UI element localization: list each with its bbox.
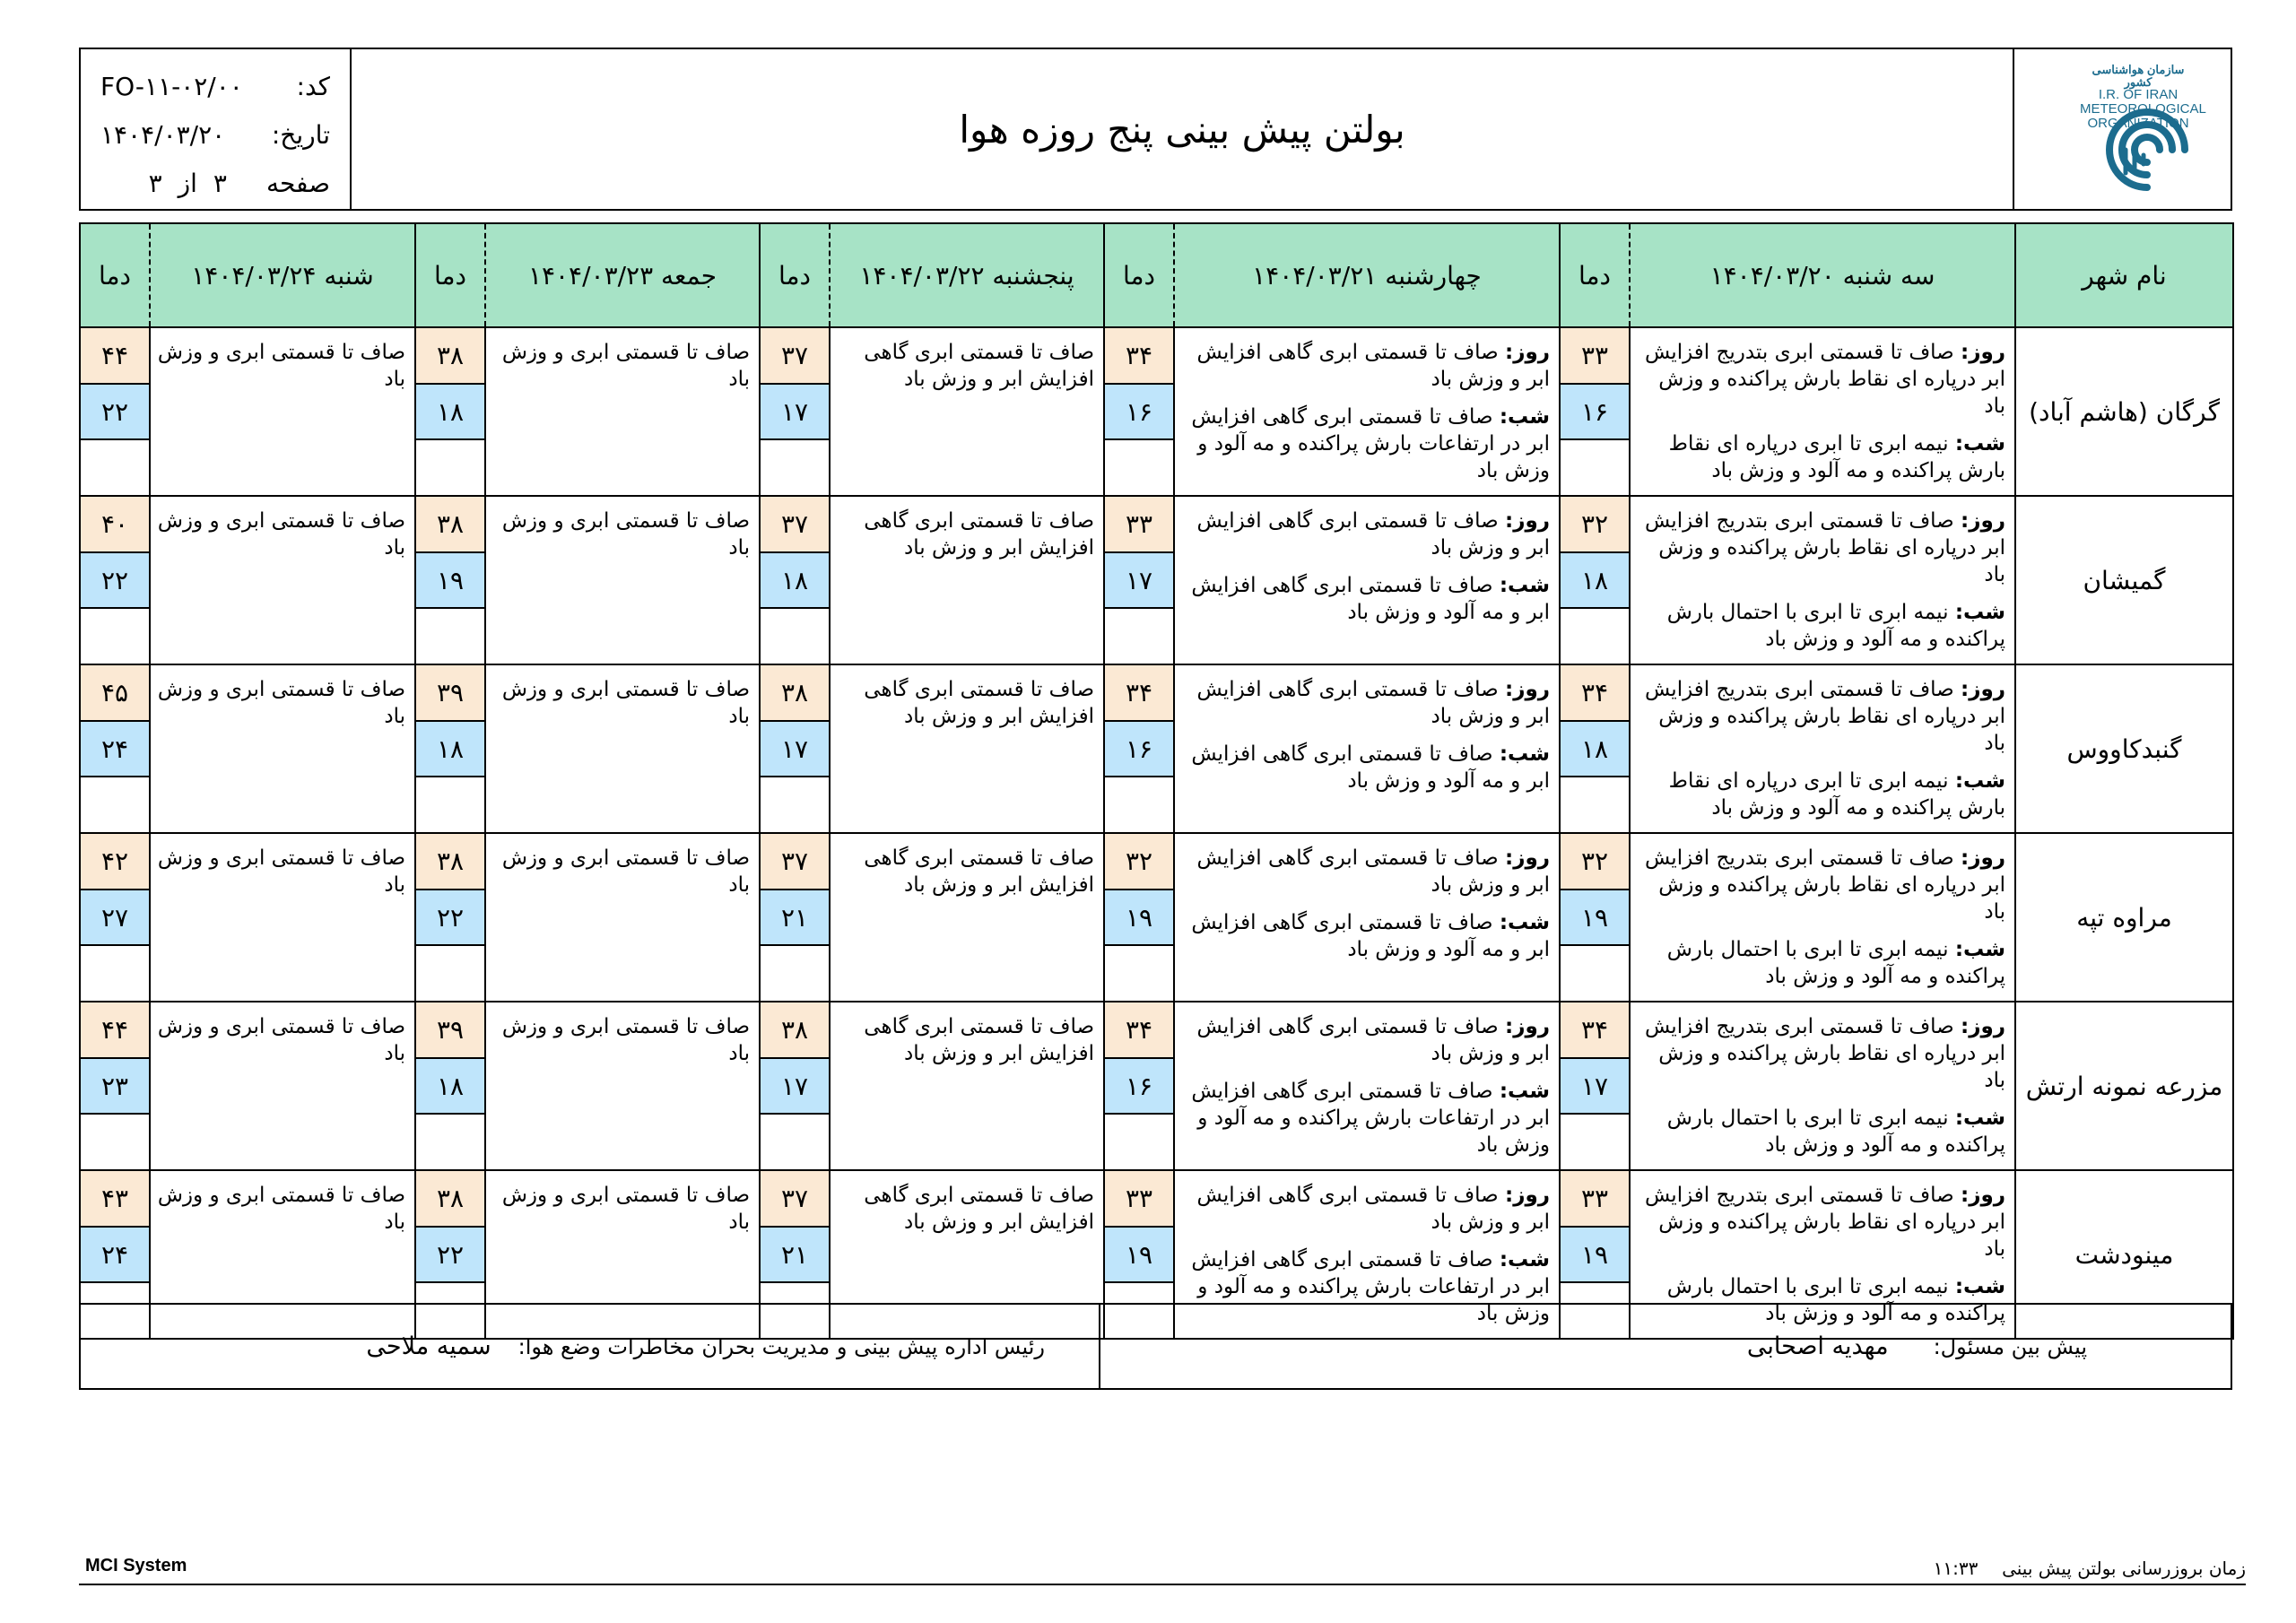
temperature-cell (1560, 327, 1630, 496)
max-temperature: ۴۰ (81, 497, 149, 553)
temperature-cell (80, 1002, 150, 1170)
forecast-description (1630, 664, 2015, 833)
max-temperature: ۳۴ (1561, 665, 1629, 722)
max-temperature: ۳۳ (1561, 328, 1629, 385)
day-label: روز: (1961, 341, 2005, 364)
day-forecast (1180, 1013, 1550, 1067)
night-forecast (1180, 404, 1550, 484)
forecast-description (150, 1002, 415, 1170)
night-forecast-text: صاف تا قسمتی ابری گاهی افزایش ابر و مه آلود و وزش باد (1191, 742, 1550, 793)
day-forecast (1180, 339, 1550, 393)
forecast-description (1630, 496, 2015, 664)
city-name: گنبدکاووس (2015, 664, 2233, 833)
forecast-description (150, 327, 415, 496)
temperature-cell (80, 327, 150, 496)
max-temperature: ۳۹ (416, 1002, 484, 1059)
night-forecast-text: نیمه ابری تا ابری با احتمال بارش پراکنده و مه آلود و وزش باد (1666, 938, 2005, 988)
min-temperature: ۱۷ (1561, 1059, 1629, 1115)
day-label: روز: (1505, 1184, 1550, 1207)
meta-date-label: تاریخ: (271, 119, 330, 150)
night-forecast-text: نیمه ابری تا ابری با احتمال بارش پراکنده و مه آلود و وزش باد (1666, 1275, 2005, 1325)
max-temperature: ۳۷ (761, 497, 829, 553)
forecaster-signature (1099, 1305, 2231, 1388)
temperature-cell (80, 833, 150, 1002)
max-temperature: ۳۸ (761, 1002, 829, 1059)
night-label: شب: (1499, 1248, 1550, 1271)
min-temperature: ۱۸ (1561, 722, 1629, 777)
forecast-description (1174, 1002, 1560, 1170)
temperature-cell (415, 496, 485, 664)
max-temperature: ۳۴ (1561, 1002, 1629, 1059)
forecast-description (485, 833, 760, 1002)
max-temperature: ۳۲ (1105, 834, 1173, 890)
meta-page-total: ۳ (148, 168, 162, 198)
day-label: روز: (1505, 846, 1550, 870)
forecast-description (830, 327, 1104, 496)
forecast-text: صاف تا قسمتی ابری گاهی افزایش ابر و وزش باد (864, 1015, 1094, 1065)
temperature-cell (1560, 496, 1630, 664)
temp-column-header: دما (415, 223, 485, 327)
temperature-cell (80, 664, 150, 833)
forecast-text: صاف تا قسمتی ابری و وزش باد (157, 509, 405, 560)
day-forecast (1180, 1182, 1550, 1236)
temperature-cell (760, 664, 830, 833)
forecast-text: صاف تا قسمتی ابری گاهی افزایش ابر و وزش باد (864, 678, 1094, 728)
max-temperature: ۳۲ (1561, 834, 1629, 890)
table-row (80, 496, 2233, 664)
day-column-header: سه شنبه ۱۴۰۴/۰۳/۲۰ (1630, 223, 2015, 327)
day-label: روز: (1505, 1015, 1550, 1038)
night-forecast (1636, 430, 2005, 484)
forecast-description (1174, 496, 1560, 664)
forecast-text: صاف تا قسمتی ابری و وزش باد (501, 846, 750, 897)
forecast-text: صاف تا قسمتی ابری و وزش باد (157, 678, 405, 728)
night-forecast-text: نیمه ابری تا ابری با احتمال بارش پراکنده و مه آلود و وزش باد (1666, 1107, 2005, 1157)
meta-code-value: FO-۱۱-۰۲/۰۰ (100, 71, 243, 101)
day-forecast (1636, 1182, 2005, 1263)
forecast-description (485, 664, 760, 833)
temperature-cell (1560, 1002, 1630, 1170)
night-label: شب: (1954, 1107, 2005, 1130)
min-temperature: ۲۲ (81, 553, 149, 609)
day-forecast (1180, 508, 1550, 561)
min-temperature: ۱۹ (1105, 890, 1173, 946)
day-forecast (1636, 1013, 2005, 1094)
min-temperature: ۲۲ (416, 1228, 484, 1283)
min-temperature: ۲۲ (416, 890, 484, 946)
day-label: روز: (1505, 341, 1550, 364)
meta-code-label: کد: (296, 71, 330, 101)
min-temperature: ۱۹ (1105, 1228, 1173, 1283)
day-forecast (1180, 845, 1550, 898)
day-forecast-text: صاف تا قسمتی ابری گاهی افزایش ابر و وزش باد (1196, 341, 1550, 391)
day-forecast-text: صاف تا قسمتی ابری گاهی افزایش ابر و وزش باد (1196, 678, 1550, 728)
day-label: روز: (1961, 846, 2005, 870)
night-label: شب: (1954, 769, 2005, 793)
min-temperature: ۲۷ (81, 890, 149, 946)
meta-page-current: ۳ (213, 168, 227, 198)
forecast-text: صاف تا قسمتی ابری و وزش باد (157, 1184, 405, 1234)
max-temperature: ۴۲ (81, 834, 149, 890)
logo-name-en-1: I.R. OF IRAN (2098, 87, 2179, 103)
forecaster-name: مهدیه اصحابی (1746, 1332, 1889, 1360)
min-temperature: ۱۸ (416, 1059, 484, 1115)
max-temperature: ۳۹ (416, 665, 484, 722)
night-forecast-text: نیمه ابری تا ابری درپاره ای نقاط بارش پراکنده و مه آلود و وزش باد (1668, 432, 2005, 482)
day-label: روز: (1505, 509, 1550, 533)
temperature-cell (760, 327, 830, 496)
day-forecast-text: صاف تا قسمتی ابری گاهی افزایش ابر و وزش باد (1196, 509, 1550, 560)
min-temperature: ۱۶ (1105, 385, 1173, 440)
min-temperature: ۲۳ (81, 1059, 149, 1115)
forecast-text: صاف تا قسمتی ابری و وزش باد (157, 846, 405, 897)
temperature-cell (1560, 833, 1630, 1002)
forecast-text: صاف تا قسمتی ابری و وزش باد (501, 678, 750, 728)
head-signature (81, 1305, 1099, 1388)
temperature-cell (1104, 1002, 1174, 1170)
forecast-description (1174, 664, 1560, 833)
min-temperature: ۱۷ (761, 385, 829, 440)
head-label: رئیس اداره پیش بینی و مدیریت بحران مخاطرات وضع هوا: (517, 1333, 1045, 1359)
night-label: شب: (1499, 911, 1550, 934)
forecast-text: صاف تا قسمتی ابری گاهی افزایش ابر و وزش باد (864, 1184, 1094, 1234)
night-label: شب: (1954, 938, 2005, 961)
meta-page-label: صفحه (265, 168, 330, 198)
update-time-row (1934, 1558, 2246, 1579)
logo-name-en-3: ORGANIZATION (2087, 115, 2189, 131)
min-temperature: ۱۶ (1561, 385, 1629, 440)
forecast-description (1174, 327, 1560, 496)
forecast-description (1174, 833, 1560, 1002)
night-forecast-text: صاف تا قسمتی ابری گاهی افزایش ابر در ارتفاعات بارش پراکنده و مه آلود و وزش باد (1191, 1248, 1550, 1325)
max-temperature: ۳۳ (1105, 497, 1173, 553)
forecast-text: صاف تا قسمتی ابری گاهی افزایش ابر و وزش باد (864, 509, 1094, 560)
forecast-text: صاف تا قسمتی ابری گاهی افزایش ابر و وزش باد (864, 341, 1094, 391)
min-temperature: ۱۹ (1561, 890, 1629, 946)
max-temperature: ۴۴ (81, 328, 149, 385)
day-forecast (1180, 676, 1550, 730)
max-temperature: ۳۴ (1105, 1002, 1173, 1059)
table-row (80, 664, 2233, 833)
max-temperature: ۳۷ (761, 834, 829, 890)
day-forecast-text: صاف تا قسمتی ابری گاهی افزایش ابر و وزش باد (1196, 1184, 1550, 1234)
min-temperature: ۱۸ (1561, 553, 1629, 609)
forecaster-label: پیش بین مسئول: (1933, 1333, 2087, 1359)
temp-column-header: دما (1560, 223, 1630, 327)
min-temperature: ۱۷ (761, 1059, 829, 1115)
city-name: مینودشت (2015, 1170, 2233, 1339)
temp-column-header: دما (80, 223, 150, 327)
head-name: سمیه ملاحی (366, 1332, 491, 1360)
night-forecast (1636, 768, 2005, 821)
night-forecast-text: نیمه ابری تا ابری با احتمال بارش پراکنده و مه آلود و وزش باد (1666, 601, 2005, 651)
meta-code-row (100, 62, 330, 110)
min-temperature: ۲۱ (761, 890, 829, 946)
logo-box (2013, 49, 2231, 209)
min-temperature: ۲۴ (81, 722, 149, 777)
update-time: ۱۱:۳۳ (1933, 1558, 1979, 1579)
temperature-cell (760, 833, 830, 1002)
day-column-header: جمعه ۱۴۰۴/۰۳/۲۳ (485, 223, 760, 327)
day-forecast-text: صاف تا قسمتی ابری بتدریج افزایش ابر درپاره ای نقاط بارش پراکنده و وزش باد (1644, 1184, 2005, 1261)
min-temperature: ۱۹ (1561, 1228, 1629, 1283)
temperature-cell (1560, 664, 1630, 833)
max-temperature: ۳۸ (416, 834, 484, 890)
night-label: شب: (1954, 432, 2005, 456)
temp-column-header: دما (1104, 223, 1174, 327)
night-forecast-text: صاف تا قسمتی ابری گاهی افزایش ابر و مه آلود و وزش باد (1191, 574, 1550, 624)
day-column-header: چهارشنبه ۱۴۰۴/۰۳/۲۱ (1174, 223, 1560, 327)
temperature-cell (415, 327, 485, 496)
temperature-cell (1104, 496, 1174, 664)
forecast-description (485, 496, 760, 664)
max-temperature: ۳۷ (761, 328, 829, 385)
logo-name-en-2: METEOROLOGICAL (2080, 101, 2206, 117)
forecast-description (830, 833, 1104, 1002)
temperature-cell (760, 1002, 830, 1170)
signature-box (79, 1303, 2232, 1390)
day-forecast (1636, 676, 2005, 757)
forecast-description (830, 1002, 1104, 1170)
forecast-description (830, 664, 1104, 833)
forecast-text: صاف تا قسمتی ابری و وزش باد (501, 1184, 750, 1234)
city-name: گرگان (هاشم آباد) (2015, 327, 2233, 496)
night-label: شب: (1499, 405, 1550, 429)
forecast-description (830, 496, 1104, 664)
forecast-description (485, 1002, 760, 1170)
day-forecast-text: صاف تا قسمتی ابری بتدریج افزایش ابر درپاره ای نقاط بارش پراکنده و وزش باد (1644, 509, 2005, 586)
min-temperature: ۱۸ (761, 553, 829, 609)
forecast-description (1630, 1002, 2015, 1170)
night-label: شب: (1954, 1275, 2005, 1298)
max-temperature: ۳۲ (1561, 497, 1629, 553)
forecast-description (1630, 833, 2015, 1002)
temperature-cell (760, 496, 830, 664)
temperature-cell (80, 496, 150, 664)
forecast-description (150, 664, 415, 833)
night-label: شب: (1954, 601, 2005, 624)
max-temperature: ۴۵ (81, 665, 149, 722)
forecast-body (80, 327, 2233, 1339)
max-temperature: ۳۸ (761, 665, 829, 722)
forecast-text: صاف تا قسمتی ابری و وزش باد (157, 1015, 405, 1065)
forecast-description (150, 833, 415, 1002)
min-temperature: ۱۶ (1105, 1059, 1173, 1115)
min-temperature: ۲۱ (761, 1228, 829, 1283)
day-forecast-text: صاف تا قسمتی ابری گاهی افزایش ابر و وزش باد (1196, 1015, 1550, 1065)
day-label: روز: (1961, 1184, 2005, 1207)
max-temperature: ۴۴ (81, 1002, 149, 1059)
meta-date-row (100, 110, 330, 159)
logo-text (2080, 63, 2206, 131)
forecast-text: صاف تا قسمتی ابری و وزش باد (501, 509, 750, 560)
document-meta (81, 49, 350, 209)
max-temperature: ۳۷ (761, 1171, 829, 1228)
max-temperature: ۳۸ (416, 328, 484, 385)
meta-page-row (100, 159, 330, 207)
max-temperature: ۳۴ (1105, 665, 1173, 722)
day-forecast-text: صاف تا قسمتی ابری بتدریج افزایش ابر درپاره ای نقاط بارش پراکنده و وزش باد (1644, 1015, 2005, 1092)
forecast-text: صاف تا قسمتی ابری و وزش باد (501, 1015, 750, 1065)
footer-divider (79, 1584, 2246, 1585)
night-label: شب: (1499, 742, 1550, 766)
city-name: مزرعه نمونه ارتش (2015, 1002, 2233, 1170)
day-label: روز: (1961, 678, 2005, 701)
table-row (80, 833, 2233, 1002)
meta-date-value: ۱۴۰۴/۰۳/۲۰ (100, 119, 226, 150)
day-forecast (1636, 339, 2005, 420)
max-temperature: ۳۳ (1105, 1171, 1173, 1228)
forecast-text: صاف تا قسمتی ابری گاهی افزایش ابر و وزش باد (864, 846, 1094, 897)
min-temperature: ۱۶ (1105, 722, 1173, 777)
min-temperature: ۱۷ (761, 722, 829, 777)
bulletin-header (79, 48, 2232, 211)
table-row (80, 327, 2233, 496)
city-name: مراوه تپه (2015, 833, 2233, 1002)
night-forecast-text: صاف تا قسمتی ابری گاهی افزایش ابر در ارتفاعات بارش پراکنده و مه آلود و وزش باد (1191, 405, 1550, 482)
max-temperature: ۴۳ (81, 1171, 149, 1228)
page-title: بولتن پیش بینی پنج روزه هوا (350, 49, 2013, 209)
day-forecast-text: صاف تا قسمتی ابری گاهی افزایش ابر و وزش باد (1196, 846, 1550, 897)
city-column-header: نام شهر (2015, 223, 2233, 327)
day-forecast (1636, 508, 2005, 588)
night-forecast (1180, 1078, 1550, 1159)
night-forecast (1180, 572, 1550, 626)
city-name: گمیشان (2015, 496, 2233, 664)
update-label: زمان بروزرسانی بولتن پیش بینی (2002, 1558, 2246, 1579)
max-temperature: ۳۳ (1561, 1171, 1629, 1228)
night-forecast-text: صاف تا قسمتی ابری گاهی افزایش ابر در ارتفاعات بارش پراکنده و مه آلود و وزش باد (1191, 1080, 1550, 1157)
table-row (80, 1002, 2233, 1170)
temperature-cell (1104, 664, 1174, 833)
max-temperature: ۳۴ (1105, 328, 1173, 385)
forecast-text: صاف تا قسمتی ابری و وزش باد (501, 341, 750, 391)
min-temperature: ۲۲ (81, 385, 149, 440)
forecast-description (485, 327, 760, 496)
day-forecast-text: صاف تا قسمتی ابری بتدریج افزایش ابر درپاره ای نقاط بارش پراکنده و وزش باد (1644, 678, 2005, 755)
temperature-cell (415, 664, 485, 833)
day-label: روز: (1505, 678, 1550, 701)
min-temperature: ۱۸ (416, 722, 484, 777)
night-forecast-text: نیمه ابری تا ابری درپاره ای نقاط بارش پراکنده و مه آلود و وزش باد (1668, 769, 2005, 820)
forecast-description (150, 496, 415, 664)
min-temperature: ۲۴ (81, 1228, 149, 1283)
day-column-header: پنجشنبه ۱۴۰۴/۰۳/۲۲ (830, 223, 1104, 327)
forecast-table (79, 222, 2234, 1340)
max-temperature: ۳۸ (416, 1171, 484, 1228)
night-label: شب: (1499, 574, 1550, 597)
system-name: MCI System (85, 1556, 187, 1575)
temperature-cell (1104, 833, 1174, 1002)
meta-page-of: از (178, 168, 197, 198)
night-forecast (1636, 1105, 2005, 1159)
temp-column-header: دما (760, 223, 830, 327)
night-forecast (1180, 741, 1550, 794)
temperature-cell (1104, 327, 1174, 496)
table-header-row (80, 223, 2233, 327)
night-forecast (1180, 909, 1550, 963)
min-temperature: ۱۸ (416, 385, 484, 440)
min-temperature: ۱۹ (416, 553, 484, 609)
temperature-cell (415, 833, 485, 1002)
night-forecast (1636, 599, 2005, 653)
night-forecast (1636, 936, 2005, 990)
forecast-text: صاف تا قسمتی ابری و وزش باد (157, 341, 405, 391)
max-temperature: ۳۸ (416, 497, 484, 553)
temperature-cell (415, 1002, 485, 1170)
logo-name-fa: سازمان هواشناسی کشور (2092, 63, 2185, 89)
night-label: شب: (1499, 1080, 1550, 1103)
day-column-header: شنبه ۱۴۰۴/۰۳/۲۴ (150, 223, 415, 327)
night-forecast-text: صاف تا قسمتی ابری گاهی افزایش ابر و مه آلود و وزش باد (1191, 911, 1550, 961)
day-forecast-text: صاف تا قسمتی ابری بتدریج افزایش ابر درپاره ای نقاط بارش پراکنده و وزش باد (1644, 846, 2005, 924)
forecast-description (1630, 327, 2015, 496)
day-label: روز: (1961, 509, 2005, 533)
day-forecast (1636, 845, 2005, 925)
min-temperature: ۱۷ (1105, 553, 1173, 609)
day-label: روز: (1961, 1015, 2005, 1038)
day-forecast-text: صاف تا قسمتی ابری بتدریج افزایش ابر درپاره ای نقاط بارش پراکنده و وزش باد (1644, 341, 2005, 418)
